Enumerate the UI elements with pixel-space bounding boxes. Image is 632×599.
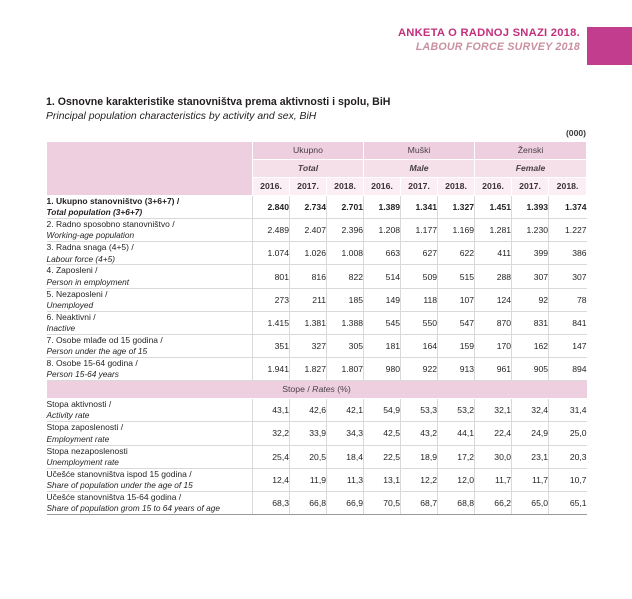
- data-cell: 1.177: [401, 219, 438, 242]
- data-cell: 627: [401, 242, 438, 265]
- data-cell: 25,4: [253, 445, 290, 468]
- row-label-en: Activity rate: [46, 410, 90, 421]
- row-label-cell: [47, 311, 253, 334]
- column-header-year: 2016.: [253, 178, 290, 196]
- data-cell: 922: [401, 358, 438, 381]
- data-cell: 107: [438, 288, 475, 311]
- row-label-cell: [47, 242, 253, 265]
- column-group-male-en: Male: [364, 160, 475, 178]
- data-cell: 1.827: [290, 358, 327, 381]
- row-label-en: Inactive: [46, 323, 76, 333]
- data-cell: 78: [549, 288, 587, 311]
- table-row: [47, 334, 587, 357]
- data-cell: 34,3: [327, 422, 364, 445]
- data-cell: 1.208: [364, 219, 401, 242]
- data-cell: 92: [512, 288, 549, 311]
- table-row: [47, 311, 587, 334]
- column-header-year: 2016.: [364, 178, 401, 196]
- data-cell: 1.008: [327, 242, 364, 265]
- column-group-male-bs: Muški: [364, 142, 475, 160]
- data-cell: 1.807: [327, 358, 364, 381]
- row-label-bs: Stopa zaposlenosti /: [46, 422, 124, 433]
- data-cell: 68,8: [438, 491, 475, 514]
- data-cell: 841: [549, 311, 587, 334]
- row-label-en: Unemployment rate: [46, 456, 119, 467]
- row-label-cell: [47, 491, 253, 514]
- data-cell: 10,7: [549, 468, 587, 491]
- data-cell: 2.734: [290, 196, 327, 219]
- data-cell: 386: [549, 242, 587, 265]
- data-cell: 305: [327, 334, 364, 357]
- data-cell: 149: [364, 288, 401, 311]
- data-cell: 2.407: [290, 219, 327, 242]
- row-label-en: Unemployed: [46, 299, 94, 310]
- data-cell: 822: [327, 265, 364, 288]
- data-cell: 622: [438, 242, 475, 265]
- data-cell: 42,5: [364, 422, 401, 445]
- column-header-year: 2017.: [401, 178, 438, 196]
- data-cell: 20,3: [549, 445, 587, 468]
- data-cell: 66,9: [327, 491, 364, 514]
- row-label-cell: [47, 265, 253, 288]
- data-cell: 42,1: [327, 399, 364, 422]
- data-cell: 1.415: [253, 311, 290, 334]
- table-row: [47, 358, 587, 381]
- data-cell: 25,0: [549, 422, 587, 445]
- data-cell: 66,8: [290, 491, 327, 514]
- data-cell: 509: [401, 265, 438, 288]
- data-cell: 288: [475, 265, 512, 288]
- data-cell: 1.230: [512, 219, 549, 242]
- data-cell: 1.026: [290, 242, 327, 265]
- table-row: [47, 219, 587, 242]
- data-cell: 42,6: [290, 399, 327, 422]
- data-cell: 2.840: [253, 196, 290, 219]
- row-label-en: Person under the age of 15: [46, 346, 148, 357]
- data-cell: 399: [512, 242, 549, 265]
- data-cell: 11,7: [475, 468, 512, 491]
- header-accent-block: [587, 27, 632, 65]
- table-corner-cell: [47, 142, 253, 196]
- data-cell: 2.396: [327, 219, 364, 242]
- publication-header-text: [398, 27, 580, 54]
- data-cell: 32,4: [512, 399, 549, 422]
- row-label-en: Share of population grom 15 to 64 years of age: [46, 503, 220, 514]
- data-cell: 1.281: [475, 219, 512, 242]
- band-label-en: Rates: [312, 384, 335, 395]
- page-header: [0, 0, 632, 78]
- row-label-cell: [47, 399, 253, 422]
- data-cell: 1.941: [253, 358, 290, 381]
- data-cell: 1.074: [253, 242, 290, 265]
- table-row: [47, 491, 587, 514]
- data-cell: 514: [364, 265, 401, 288]
- row-label-cell: [47, 334, 253, 357]
- table-row: [47, 399, 587, 422]
- row-label-bs: 5. Nezaposleni /: [46, 288, 108, 299]
- table-row: [47, 422, 587, 445]
- data-cell: 327: [290, 334, 327, 357]
- data-cell: 170: [475, 334, 512, 357]
- column-group-total-en: Total: [253, 160, 364, 178]
- population-characteristics-table: [46, 141, 587, 515]
- row-label-en: Working-age population: [46, 230, 135, 241]
- data-cell: 124: [475, 288, 512, 311]
- column-header-year: 2017.: [290, 178, 327, 196]
- data-cell: 816: [290, 265, 327, 288]
- column-group-female-bs: Ženski: [475, 142, 587, 160]
- row-label-bs: Učešće stanovništva ispod 15 godina /: [46, 468, 192, 479]
- data-cell: 961: [475, 358, 512, 381]
- column-group-female-en: Female: [475, 160, 587, 178]
- table-head: [47, 142, 587, 196]
- row-label-en: Labour force (4+5): [46, 253, 115, 264]
- data-cell: 1.451: [475, 196, 512, 219]
- data-cell: 20,5: [290, 445, 327, 468]
- column-header-year: 2018.: [438, 178, 475, 196]
- data-cell: 550: [401, 311, 438, 334]
- column-header-year: 2017.: [512, 178, 549, 196]
- column-header-year: 2016.: [475, 178, 512, 196]
- publication-title-en: LABOUR FORCE SURVEY 2018: [415, 41, 580, 54]
- data-cell: 12,4: [253, 468, 290, 491]
- data-cell: 273: [253, 288, 290, 311]
- data-cell: 211: [290, 288, 327, 311]
- row-label-bs: 7. Osobe mlađe od 15 godina /: [46, 334, 163, 345]
- row-label-en: Total population (3+6+7): [46, 207, 143, 218]
- table-row: [47, 196, 587, 219]
- data-cell: 33,9: [290, 422, 327, 445]
- data-cell: 545: [364, 311, 401, 334]
- table-title-en: Principal population characteristics by activity and sex, BiH: [46, 111, 317, 123]
- data-cell: 18,4: [327, 445, 364, 468]
- data-cell: 24,9: [512, 422, 549, 445]
- data-cell: 68,3: [253, 491, 290, 514]
- data-cell: 159: [438, 334, 475, 357]
- data-cell: 70,5: [364, 491, 401, 514]
- column-header-year: 2018.: [327, 178, 364, 196]
- data-cell: 43,2: [401, 422, 438, 445]
- data-cell: 1.227: [549, 219, 587, 242]
- data-cell: 65,0: [512, 491, 549, 514]
- table-body-counts: [47, 196, 587, 381]
- section-band-label: [47, 381, 587, 399]
- row-label-bs: 4. Zaposleni /: [46, 265, 98, 276]
- data-cell: 30,0: [475, 445, 512, 468]
- column-header-year: 2018.: [549, 178, 587, 196]
- table-row: [47, 288, 587, 311]
- data-cell: 43,1: [253, 399, 290, 422]
- data-cell: 307: [549, 265, 587, 288]
- data-cell: 22,4: [475, 422, 512, 445]
- row-label-en: Person in employment: [46, 276, 130, 287]
- row-label-cell: [47, 219, 253, 242]
- data-cell: 1.389: [364, 196, 401, 219]
- data-cell: 11,9: [290, 468, 327, 491]
- data-cell: 147: [549, 334, 587, 357]
- row-label-bs: Stopa aktivnosti /: [46, 399, 112, 410]
- table-band-rates: [47, 381, 587, 399]
- data-cell: 31,4: [549, 399, 587, 422]
- row-label-cell: [47, 288, 253, 311]
- data-cell: 23,1: [512, 445, 549, 468]
- data-cell: 913: [438, 358, 475, 381]
- publication-title-bs: ANKETA O RADNOJ SNAZI 2018.: [397, 27, 580, 39]
- row-label-bs: 3. Radna snaga (4+5) /: [46, 242, 134, 253]
- data-cell: 2.489: [253, 219, 290, 242]
- data-cell: 894: [549, 358, 587, 381]
- table-row: [47, 265, 587, 288]
- data-cell: 32,1: [475, 399, 512, 422]
- data-cell: 351: [253, 334, 290, 357]
- table-row: [47, 468, 587, 491]
- row-label-en: Employment rate: [46, 433, 110, 444]
- row-label-cell: [47, 468, 253, 491]
- data-cell: 12,2: [401, 468, 438, 491]
- table-row: [47, 242, 587, 265]
- data-cell: 17,2: [438, 445, 475, 468]
- data-cell: 2.701: [327, 196, 364, 219]
- data-cell: 801: [253, 265, 290, 288]
- data-cell: 547: [438, 311, 475, 334]
- data-cell: 515: [438, 265, 475, 288]
- data-cell: 65,1: [549, 491, 587, 514]
- data-cell: 870: [475, 311, 512, 334]
- data-cell: 164: [401, 334, 438, 357]
- data-cell: 185: [327, 288, 364, 311]
- data-cell: 11,7: [512, 468, 549, 491]
- data-cell: 980: [364, 358, 401, 381]
- data-cell: 411: [475, 242, 512, 265]
- row-label-bs: 8. Osobe 15-64 godina /: [46, 358, 138, 369]
- data-cell: 32,2: [253, 422, 290, 445]
- row-label-cell: [47, 445, 253, 468]
- row-label-bs: Učešće stanovništva 15-64 godina /: [46, 491, 182, 502]
- data-cell: 1.341: [401, 196, 438, 219]
- data-cell: 162: [512, 334, 549, 357]
- data-cell: 12,0: [438, 468, 475, 491]
- page-title: [46, 95, 586, 124]
- data-cell: 905: [512, 358, 549, 381]
- table-body-rates: [47, 399, 587, 515]
- data-cell: 22,5: [364, 445, 401, 468]
- data-cell: 663: [364, 242, 401, 265]
- data-cell: 54,9: [364, 399, 401, 422]
- data-cell: 118: [401, 288, 438, 311]
- data-cell: 831: [512, 311, 549, 334]
- data-cell: 13,1: [364, 468, 401, 491]
- row-label-bs: 2. Radno sposobno stanovništvo /: [46, 219, 175, 230]
- header-row-group-bs: [47, 142, 587, 160]
- data-cell: 1.393: [512, 196, 549, 219]
- row-label-bs: 1. Ukupno stanovništvo (3+6+7) /: [46, 196, 180, 206]
- data-cell: 307: [512, 265, 549, 288]
- row-label-cell: [47, 422, 253, 445]
- data-cell: 53,2: [438, 399, 475, 422]
- data-cell: 1.381: [290, 311, 327, 334]
- band-label-suffix: (%): [334, 384, 351, 395]
- table-title-bs: 1. Osnovne karakteristike stanovništva prema aktivnosti i spolu, BiH: [46, 96, 391, 108]
- data-cell: 11,3: [327, 468, 364, 491]
- data-cell: 1.374: [549, 196, 587, 219]
- table-row: [47, 445, 587, 468]
- unit-note: (000): [565, 128, 586, 138]
- data-cell: 181: [364, 334, 401, 357]
- data-cell: 1.169: [438, 219, 475, 242]
- data-cell: 53,3: [401, 399, 438, 422]
- row-label-en: Share of population under the age of 15: [46, 479, 193, 490]
- row-label-bs: Stopa nezaposlenosti: [46, 445, 128, 456]
- row-label-bs: 6. Neaktivni /: [46, 311, 96, 322]
- row-label-cell: [47, 358, 253, 381]
- row-label-en: Person 15-64 years: [46, 369, 119, 380]
- data-cell: 18,9: [401, 445, 438, 468]
- data-cell: 66,2: [475, 491, 512, 514]
- data-cell: 1.327: [438, 196, 475, 219]
- data-cell: 1.388: [327, 311, 364, 334]
- section-band-rates: [47, 381, 587, 399]
- column-group-total-bs: Ukupno: [253, 142, 364, 160]
- row-label-cell: [47, 196, 253, 219]
- band-label-bs: Stope /: [282, 384, 313, 395]
- data-cell: 44,1: [438, 422, 475, 445]
- data-cell: 68,7: [401, 491, 438, 514]
